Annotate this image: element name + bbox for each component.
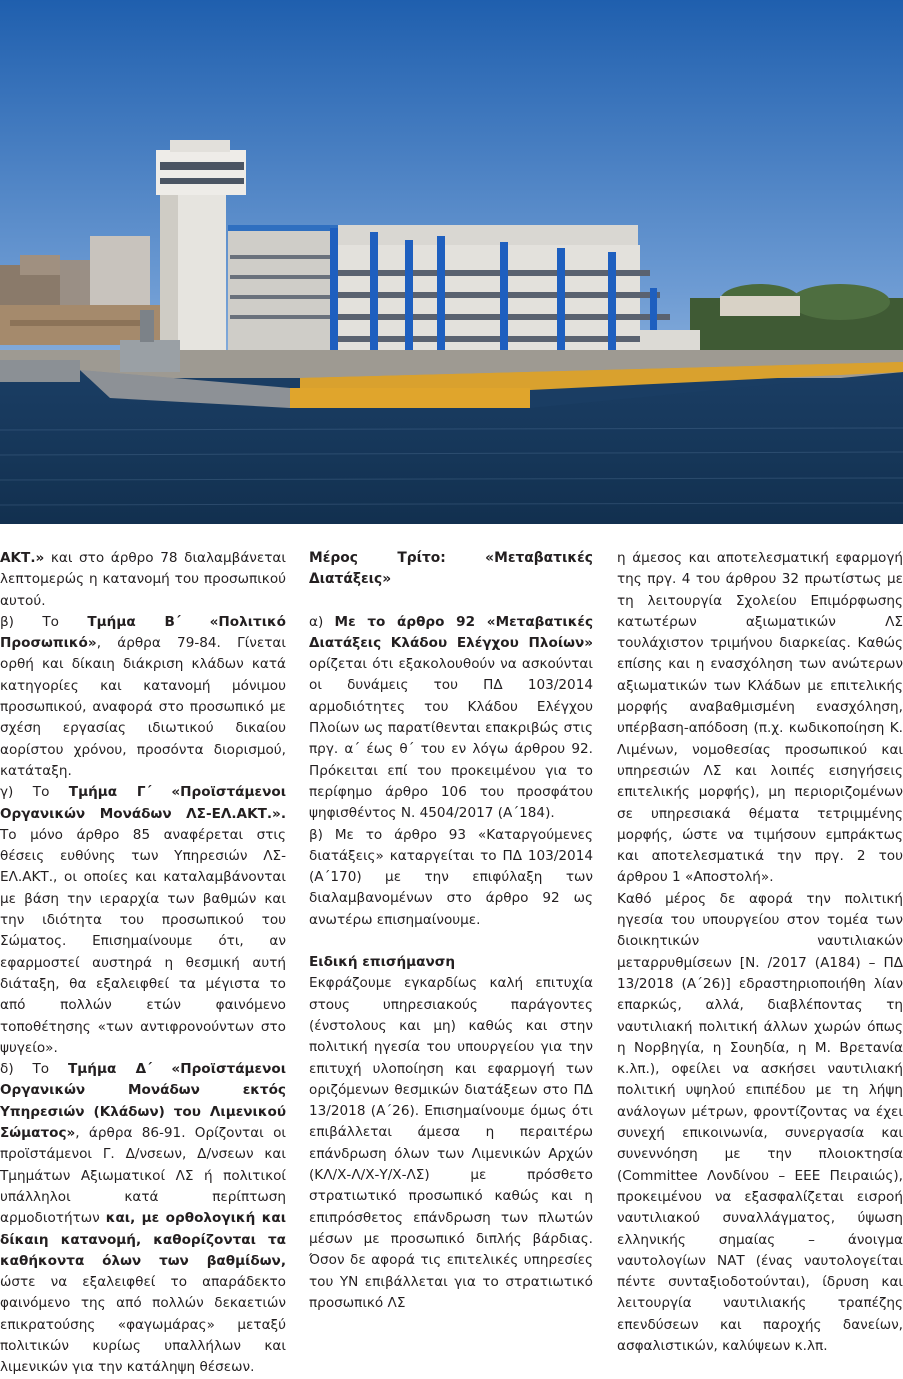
sub-heading: Ειδική επισήμανση: [309, 954, 456, 971]
paragraph: α) Με το άρθρο 92 «Μεταβατικές Διατάξεις Κλάδου Ελέγχου Πλοίων» ορίζεται ότι εξακολουθούν να ασκούνται οι δυνάμεις του ΠΔ 103/2014 αρμοδιότητες του Κλάδου Ελέγχου Πλοίων ως παρατίθενται επακριβώς στις πργ. α΄ έως θ΄ του εν λόγω άρθρου 92. Πρόκειται επί του προκειμένου για το περίφημο άρθρο 106 του προσφάτου ψηφισθέντος Ν. 4504/2017 (Α΄184).: [309, 613, 593, 822]
paragraph: Εκφράζουμε εγκαρδίως καλή επιτυχία στους υπηρεσιακούς παράγοντες (ένστολους και μη) καθώς και στην πολιτική ηγεσία του υπουργείου για την επιτυχή υλοποίηση και εφαρμογή των οριζόμενων θεσμικών διατάξεων στο ΠΔ 13/2018 (Α΄26). Επισημαίνουμε όμως ότι επιβάλλεται άμεσα η περαιτέρω επάνδρωση όλων των Λιμενικών Αρχών (ΚΛ/Χ-Λ/Χ-Υ/Χ-ΛΣ) με πρόσθετο στρατιωτικό προσωπικό καθώς και η επιπρόσθετος επάνδρωση των πλωτών μέσων με προσωπικό διπλής βάρδιας. Όσον δε αφορά τις επιτελικές υπηρεσίες του ΥΝ επιβάλλεται για το στρατιωτικό προσωπικό ΛΣ: [309, 975, 593, 1311]
column-left: [0, 548, 286, 1379]
paragraph: η άμεσος και αποτελεσματική εφαρμογή της πργ. 4 του άρθρου 32 πρωτίστως με τη λειτουργία Σχολείου Επιμόρφωσης κατωτέρων αξιωματικών ΛΣ τουλάχιστον τριμήνου διαρκείας. Καθώς επίσης και η ενασχόληση των ανώτερων αξιωματικών των Κλάδων με επιτελικής μορφής αναβαθμισμένη ενασχόληση, υπέρβαση-απόδοση (π.χ. κωδικοποίηση Κ. Λιμένων, νομοθεσίας προσωπικού και υπηρεσιών ΛΣ και λοιπές εισηγήσεις επιτελικής μορφής), μη περιοριζομένων σε υπηρεσιακά θέματα τετριμμένης μορφής, ώστε να τιμήσουν εμπράκτως και αποτελεσματικά την πργ. 2 του άρθρου 1 «Αποστολή».: [617, 550, 903, 886]
harbor-illustration: [0, 0, 903, 524]
section-heading: Μέρος Τρίτο: «Μεταβατικές Διατάξεις»: [309, 550, 593, 588]
column-middle: [309, 548, 593, 1314]
paragraph: β) Το Τμήμα Β΄ «Πολιτικό Προσωπικό», άρθρα 79-84. Γίνεται ορθή και δίκαιη διάκριση κλάδων κατά κατηγορίες και κατανομή μόνιμου προσωπικού, αναφορά στο προσωπικό με σχέση εργασίας ιδιωτικού δικαίου αορίστου χρόνου, προσόντα διορισμού, κατάταξη.: [0, 613, 286, 779]
paragraph: β) Με το άρθρο 93 «Καταργούμενες διατάξεις» καταργείται το ΠΔ 103/2014 (Α΄170) με την επιφύλαξη των διαλαμβανομένων στο άρθρο 92 ως ανωτέρω επισημαίνουμε.: [309, 826, 593, 928]
paragraph: γ) Το Τμήμα Γ΄ «Προϊστάμενοι Οργανικών Μονάδων ΛΣ-ΕΛ.ΑΚΤ.». Το μόνο άρθρο 85 αναφέρεται στις θέσεις ευθύνης των Υπηρεσιών ΛΣ-ΕΛ.ΑΚΤ., οι οποίες και καταλαμβάνονται με βάση την ιεραρχία των βαθμών και την ιδιότητα του προσωπικού του Σώματος. Επισημαίνουμε ότι, αν εφαρμοστεί αυστηρά η θεσμική αυτή διάταξη, θα εξαλειφθεί τα μέγιστα το από πολλών ετών φαινόμενο τοποθέτησης «των αντιφρονούντων στο ψυγείο».: [0, 784, 286, 1056]
paragraph: ΑΚΤ.» και στο άρθρο 78 διαλαμβάνεται λεπτομερώς η κατανομή του προσωπικού αυτού.: [0, 550, 286, 609]
harbor-photo: [0, 0, 903, 524]
main-building: [228, 225, 700, 368]
paragraph: δ) Το Τμήμα Δ΄ «Προϊστάμενοι Οργανικών Μονάδων εκτός Υπηρεσιών (Κλάδων) του Λιμενικού Σώματος», άρθρα 86-91. Ορίζονται οι προϊστάμενοι Γ. Δ/νσεων, Δ/νσεων και Τμημάτων Αξιωματικοί ΛΣ ή πολιτικοί υπάλληλοι κατά περίπτωση αρμοδιοτήτων και, με ορθολογική και δίκαιη κατανομή, καθορίζονται τα καθήκοντα όλων των βαθμίδων, ώστε να εξαλειφθεί το απαράδεκτο φαινόμενο της από πολλών δεκαετιών επικρατούσης «φαγωμάρας» μεταξύ πολιτικών κυρίως υπαλλήλων και λιμενικών για την κατάληψη θέσεων.: [0, 1061, 287, 1376]
column-right: [617, 548, 903, 1357]
article-body: [0, 548, 903, 1376]
paragraph: Καθό μέρος δε αφορά την πολιτική ηγεσία του υπουργείου στον τομέα των διοικητικών ναυτιλιακών μεταρρυθμίσεων [Ν. /2017 (Α184) – ΠΔ 13/2018 (Α΄26)] εδραστηριοποιήθη λίαν επαρκώς, αλλά, διαβλέποντας τη ναυτιλιακή πολιτική άλλων χωρών όπως η Νορβηγία, η Σουηδία, η Μ. Βρετανία κ.λπ.), οφείλει να ασκήσει ναυτιλιακή πολιτική υψηλού επιπέδου με τη λήψη ανάλογων μέτρων, φροντίζοντας να έχει συνεχή επικοινωνία, συνεργασία και συνεννόηση με την πλοιοκτησία (Committee Λονδίνου – ΕΕΕ Πειραιώς), προκειμένου να εξασφαλίζεται εισροή ναυτιλιακού συναλλάγματος, ύψωση ελληνικής σημαίας – άνοιγμα ναυτολογίων ΝΑΤ (ένας ναυτολογείται πέντε συνταξιοδοτούνται), ίδρυση και λειτουργία ναυτιλιακής τραπέζης επενδύσεων και παροχής δανείων, ασφαλιστικών, καλύψεων κ.λπ.: [617, 890, 903, 1354]
